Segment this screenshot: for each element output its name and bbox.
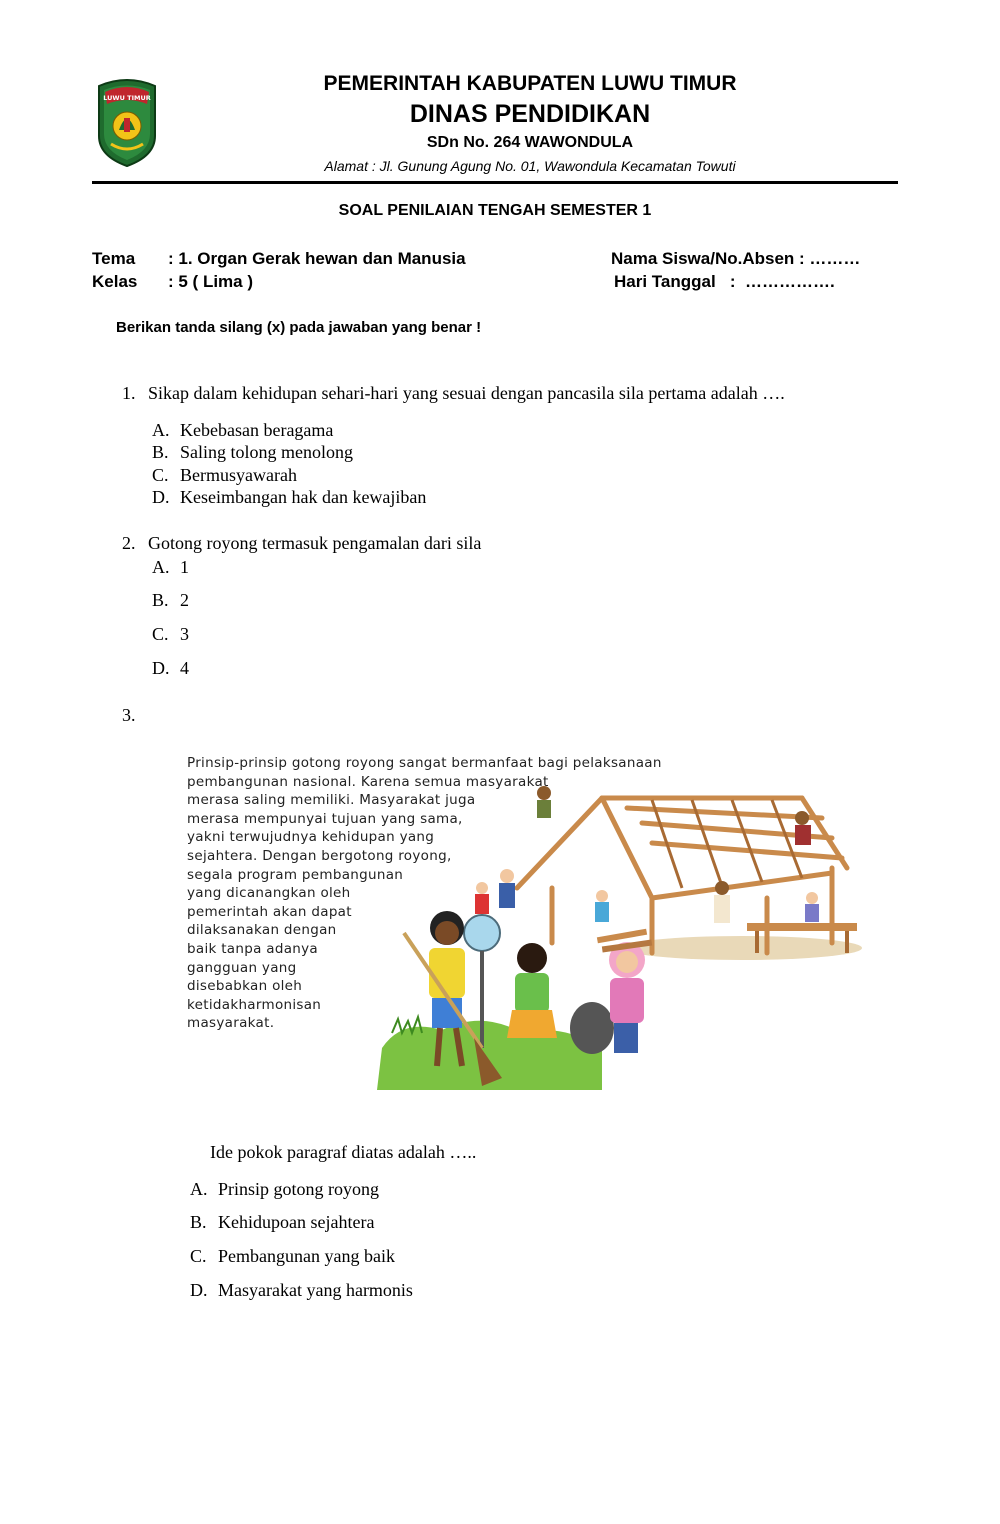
- question-3-text: Ide pokok paragraf diatas adalah …..: [210, 1142, 477, 1162]
- passage-line: masyarakat.: [187, 1015, 275, 1032]
- kelas-value: : 5 ( Lima ): [168, 272, 254, 291]
- header-department: DINAS PENDIDIKAN: [409, 100, 651, 128]
- option-text: Bermusyawarah: [180, 465, 297, 485]
- q2-option-c[interactable]: [152, 624, 189, 645]
- option-letter: A.: [190, 1179, 208, 1199]
- passage-line: ketidakharmonisan: [187, 996, 322, 1013]
- option-text: 1: [180, 557, 189, 577]
- question-text: Sikap dalam kehidupan sehari-hari yang sesuai dengan pancasila sila pertama adalah ….: [148, 383, 785, 403]
- student-name-field: Nama Siswa/No.Absen : ………: [611, 249, 861, 268]
- q1-option-d[interactable]: [152, 487, 426, 508]
- passage-line: gangguan yang: [187, 959, 297, 976]
- q1-option-c[interactable]: [152, 465, 297, 486]
- option-letter: B.: [152, 442, 169, 462]
- question-2: [122, 533, 481, 554]
- option-text: Masyarakat yang harmonis: [218, 1280, 413, 1300]
- instruction: Berikan tanda silang (x) pada jawaban yang benar !: [116, 319, 482, 336]
- option-letter: C.: [152, 624, 169, 644]
- option-letter: D.: [152, 487, 170, 507]
- header-divider: [92, 181, 898, 184]
- q3-option-d[interactable]: [190, 1280, 413, 1301]
- question-text: Gotong royong termasuk pengamalan dari sila: [148, 533, 482, 553]
- question-3-number: 3.: [122, 705, 136, 725]
- header-school: SDn No. 264 WAWONDULA: [426, 134, 634, 151]
- option-text: Saling tolong menolong: [180, 442, 353, 462]
- passage-line: yang dicanangkan oleh: [187, 885, 351, 902]
- question-number: 1.: [122, 383, 136, 403]
- kelas-label: Kelas: [92, 272, 138, 291]
- option-letter: C.: [152, 465, 169, 485]
- option-text: Prinsip gotong royong: [218, 1179, 380, 1199]
- reading-passage: [187, 754, 662, 1033]
- passage-line: yakni terwujudnya kehidupan yang: [187, 829, 435, 846]
- q2-option-d[interactable]: [152, 658, 189, 679]
- passage-line: baik tanpa adanya: [187, 940, 318, 957]
- q2-option-a[interactable]: [152, 557, 189, 578]
- passage-line: segala program pembangunan: [187, 866, 404, 883]
- question-number: 2.: [122, 533, 136, 553]
- option-text: 4: [180, 658, 189, 678]
- option-text: Kehidupoan sejahtera: [218, 1212, 375, 1232]
- option-letter: D.: [152, 658, 170, 678]
- option-text: 3: [180, 624, 189, 644]
- date-field: Hari Tanggal : …………….: [614, 272, 835, 291]
- tema-label: Tema: [92, 249, 136, 268]
- header-address: Alamat : Jl. Gunung Agung No. 01, Wawondula Kecamatan Towuti: [324, 158, 736, 174]
- exam-title: SOAL PENILAIAN TENGAH SEMESTER 1: [338, 202, 652, 219]
- option-text: Keseimbangan hak dan kewajiban: [180, 487, 427, 507]
- passage-line: pembangunan nasional. Karena semua masyarakat: [187, 773, 549, 790]
- passage-line: pemerintah akan dapat: [187, 903, 352, 920]
- option-text: Kebebasan beragama: [180, 420, 334, 440]
- q3-option-b[interactable]: [190, 1212, 374, 1233]
- option-text: Pembangunan yang baik: [218, 1246, 395, 1266]
- passage-line: merasa mempunyai tujuan yang sama,: [187, 810, 463, 827]
- option-letter: A.: [152, 557, 170, 577]
- q1-option-b[interactable]: [152, 442, 353, 463]
- option-letter: B.: [152, 590, 169, 610]
- option-letter: C.: [190, 1246, 207, 1266]
- logo-text: LUWU TIMUR: [103, 94, 151, 102]
- passage-line: sejahtera. Dengan bergotong royong,: [187, 847, 452, 864]
- passage-line: Prinsip-prinsip gotong royong sangat bermanfaat bagi pelaksanaan: [187, 755, 662, 771]
- q2-option-b[interactable]: [152, 590, 189, 611]
- option-letter: D.: [190, 1280, 208, 1300]
- passage-line: merasa saling memiliki. Masyarakat juga: [187, 792, 476, 809]
- q3-option-c[interactable]: [190, 1246, 395, 1267]
- question-1: [122, 383, 785, 404]
- tema-value: : 1. Organ Gerak hewan dan Manusia: [168, 249, 466, 268]
- q3-option-a[interactable]: [190, 1179, 379, 1200]
- option-text: 2: [180, 590, 189, 610]
- passage-line: disebabkan oleh: [187, 978, 303, 995]
- header-government: PEMERINTAH KABUPATEN LUWU TIMUR: [323, 72, 737, 95]
- q1-option-a[interactable]: [152, 420, 333, 441]
- option-letter: A.: [152, 420, 170, 440]
- passage-line: dilaksanakan dengan: [187, 922, 337, 939]
- option-letter: B.: [190, 1212, 207, 1232]
